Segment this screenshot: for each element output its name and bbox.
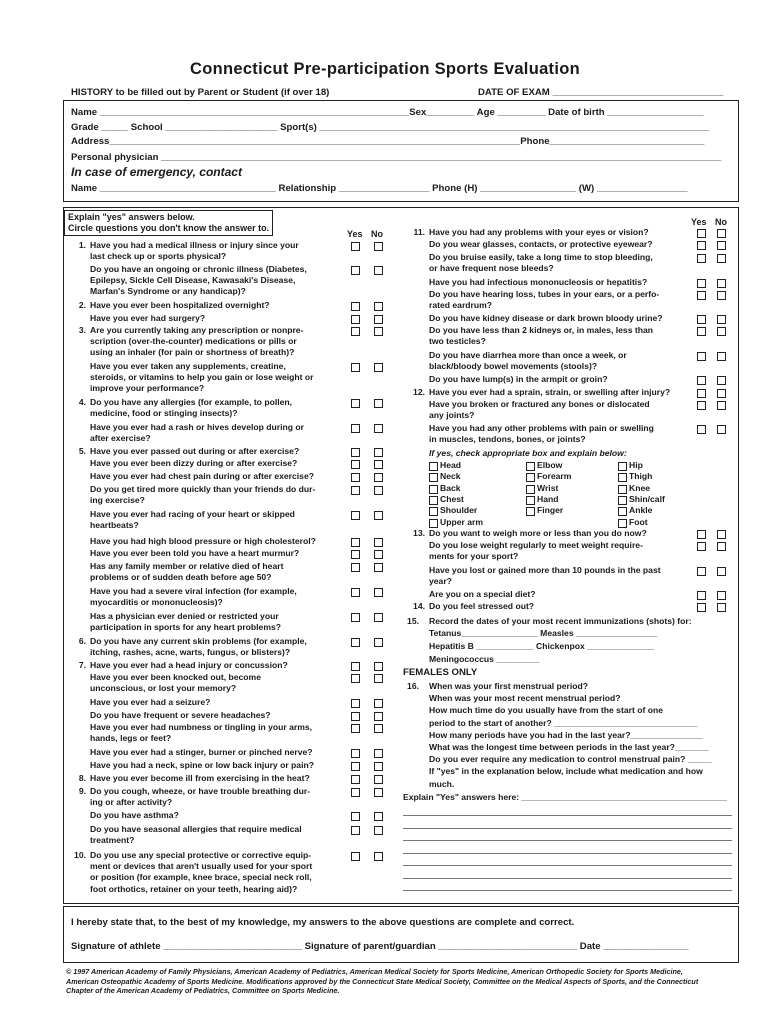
body-part-label: Upper arm <box>440 516 483 527</box>
question-text: Have you ever been hospitalized overnight? <box>90 300 270 310</box>
menstrual-question-line: What was the longest time between periods in the last year?_______ <box>429 742 709 752</box>
left-q-no-checkbox[interactable] <box>374 613 383 622</box>
question-text: Do you cough, wheeze, or have trouble breathing dur- ing or after activity? <box>90 786 311 808</box>
question-number: 12. <box>413 387 425 397</box>
left-q-yes-checkbox[interactable] <box>351 712 360 721</box>
left-q-no-checkbox[interactable] <box>374 266 383 275</box>
question-text: Have you had infectious mononucleosis or hepatitis? <box>429 277 648 287</box>
right-q2-yes-checkbox[interactable] <box>697 530 706 539</box>
right-q-no-checkbox[interactable] <box>717 425 726 434</box>
left-q-yes-checkbox[interactable] <box>351 762 360 771</box>
explain-blank-line[interactable] <box>403 865 732 866</box>
body-part-label: Wrist <box>537 482 559 493</box>
right-q-no-checkbox[interactable] <box>717 327 726 336</box>
left-q-no-checkbox[interactable] <box>374 812 383 821</box>
body-part-checkbox[interactable] <box>429 519 438 528</box>
left-q-yes-checkbox[interactable] <box>351 473 360 482</box>
left-q-yes-checkbox[interactable] <box>351 302 360 311</box>
no-header-left: No <box>371 229 383 239</box>
body-part-checkbox[interactable] <box>526 473 535 482</box>
right-q-yes-checkbox[interactable] <box>697 229 706 238</box>
body-part-checkbox[interactable] <box>429 473 438 482</box>
body-part-label: Foot <box>629 516 648 527</box>
right-q-yes-checkbox[interactable] <box>697 327 706 336</box>
question-number: 4. <box>78 397 86 407</box>
menstrual-question-line: When was your first menstrual period? <box>429 681 589 691</box>
name-sex-age-dob-line[interactable]: Name __________________________________________________________Sex_________ Age _________ Date of birth __________________ <box>71 107 704 118</box>
left-q-yes-checkbox[interactable] <box>351 563 360 572</box>
question-text: Have you had a neck, spine or low back injury or pain? <box>90 760 314 770</box>
explain-blank-line[interactable] <box>403 853 732 854</box>
body-part-checkbox[interactable] <box>429 507 438 516</box>
menstrual-question-line: How much time do you usually have from the start of one <box>429 705 663 716</box>
left-q-no-checkbox[interactable] <box>374 699 383 708</box>
question-number: 14. <box>413 601 425 611</box>
right-q-yes-checkbox[interactable] <box>697 401 706 410</box>
body-part-label: Shoulder <box>440 505 478 516</box>
right-q2-no-checkbox[interactable] <box>717 567 726 576</box>
page-title: Connecticut Pre-participation Sports Evaluation <box>190 60 580 78</box>
body-part-label: Forearm <box>537 471 572 482</box>
question-text: Do you wear glasses, contacts, or protective eyewear? <box>429 239 653 249</box>
right-q-no-checkbox[interactable] <box>717 279 726 288</box>
right-q-yes-checkbox[interactable] <box>697 389 706 398</box>
date-of-exam-field[interactable]: DATE OF EXAM ________________________________ <box>478 87 724 98</box>
question-text: Do you have frequent or severe headaches? <box>90 710 271 720</box>
left-q-yes-checkbox[interactable] <box>351 399 360 408</box>
body-part-checkbox[interactable] <box>526 507 535 516</box>
question-text: Have you ever been dizzy during or after exercise? <box>90 458 298 468</box>
left-q-yes-checkbox[interactable] <box>351 638 360 647</box>
left-q-yes-checkbox[interactable] <box>351 363 360 372</box>
body-part-checkbox[interactable] <box>429 462 438 471</box>
question-text: Do you bruise easily, take a long time to stop bleeding, or have frequent nose bleeds? <box>429 252 653 274</box>
question-number: 8. <box>78 773 86 783</box>
left-q-no-checkbox[interactable] <box>374 788 383 797</box>
right-q-no-checkbox[interactable] <box>717 291 726 300</box>
left-q-yes-checkbox[interactable] <box>351 266 360 275</box>
left-q-no-checkbox[interactable] <box>374 563 383 572</box>
personal-physician-line[interactable]: Personal physician _________________________________________________________________________________________________________ <box>71 152 722 163</box>
body-part-checkbox[interactable] <box>429 496 438 505</box>
body-part-label: Hand <box>537 493 559 504</box>
left-q-no-checkbox[interactable] <box>374 749 383 758</box>
body-part-checkbox[interactable] <box>526 496 535 505</box>
right-q2-no-checkbox[interactable] <box>717 530 726 539</box>
right-q2-yes-checkbox[interactable] <box>697 567 706 576</box>
no-header-right: No <box>715 217 727 227</box>
left-q-no-checkbox[interactable] <box>374 473 383 482</box>
question-text: Do you have asthma? <box>90 810 179 820</box>
left-q-yes-checkbox[interactable] <box>351 511 360 520</box>
body-part-label: Chest <box>440 493 464 504</box>
menstrual-question-line: period to the start of another? ______________________________ <box>429 717 698 728</box>
left-q-no-checkbox[interactable] <box>374 550 383 559</box>
left-q-yes-checkbox[interactable] <box>351 749 360 758</box>
body-part-checkbox[interactable] <box>618 485 627 494</box>
body-part-checkbox[interactable] <box>618 496 627 505</box>
explain-blank-line[interactable] <box>403 815 732 816</box>
left-q-no-checkbox[interactable] <box>374 662 383 671</box>
left-q-no-checkbox[interactable] <box>374 724 383 733</box>
body-part-label: Hip <box>629 460 643 470</box>
right-q-yes-checkbox[interactable] <box>697 279 706 288</box>
question-text: Have you ever taken any supplements, creatine, steroids, or vitamins to help you gain or lose weight or improve your performance? <box>90 361 314 394</box>
right-q2-yes-checkbox[interactable] <box>697 591 706 600</box>
check-body-part-label: If yes, check appropriate box and explain below: <box>429 448 627 458</box>
question-text: Have you broken or fractured any bones or dislocated any joints? <box>429 399 650 421</box>
immunization-line-3[interactable]: Meningococcus _________ <box>429 654 540 664</box>
question-text: Have you ever become ill from exercising in the heat? <box>90 773 310 783</box>
question-text: Do you have any allergies (for example, to pollen, medicine, food or stinging insects)? <box>90 397 293 419</box>
question-text: Have you ever had a seizure? <box>90 697 211 707</box>
question-text: Have you ever had chest pain during or after exercise? <box>90 471 314 481</box>
left-q-no-checkbox[interactable] <box>374 588 383 597</box>
left-q-yes-checkbox[interactable] <box>351 588 360 597</box>
question-text: Do you have hearing loss, tubes in your ears, or a perfo- rated eardrum? <box>429 289 660 311</box>
left-q-no-checkbox[interactable] <box>374 424 383 433</box>
females-only-heading: FEMALES ONLY <box>403 667 478 678</box>
copyright-footer: © 1997 American Academy of Family Physicians, American Academy of Pediatrics, American Medical Society for Sports Medicine, American Orthopedic Society for Sports Medicine, American Osteopathic Academy of Sports Medicine. Modifications approved by the Connecticut State Medical Society, Committee on the Medical Aspects of Sports, and the Connecticut Chapter of the American Academy of Pediatrics, Committee on Sports Medicine. <box>66 967 699 996</box>
question-number: 13. <box>413 528 425 538</box>
left-q-yes-checkbox[interactable] <box>351 315 360 324</box>
left-q-no-checkbox[interactable] <box>374 327 383 336</box>
left-q-yes-checkbox[interactable] <box>351 550 360 559</box>
body-part-label: Neck <box>440 471 461 482</box>
left-q-no-checkbox[interactable] <box>374 242 383 251</box>
right-q-no-checkbox[interactable] <box>717 241 726 250</box>
question-text: Do you want to weigh more or less than you do now? <box>429 528 647 538</box>
question-number: 3. <box>78 325 86 335</box>
left-q-yes-checkbox[interactable] <box>351 424 360 433</box>
yes-header-left: Yes <box>347 229 363 239</box>
left-q-no-checkbox[interactable] <box>374 826 383 835</box>
explain-blank-line[interactable] <box>403 890 732 891</box>
right-q-yes-checkbox[interactable] <box>697 241 706 250</box>
right-q-no-checkbox[interactable] <box>717 389 726 398</box>
signature-box <box>63 906 739 963</box>
right-q2-yes-checkbox[interactable] <box>697 603 706 612</box>
left-q-no-checkbox[interactable] <box>374 538 383 547</box>
body-part-label: Thigh <box>629 471 653 482</box>
left-q-no-checkbox[interactable] <box>374 775 383 784</box>
question-text: Do you have less than 2 kidneys or, in males, less than two testicles? <box>429 325 653 347</box>
explain-blank-line[interactable] <box>403 840 732 841</box>
right-q2-yes-checkbox[interactable] <box>697 542 706 551</box>
body-part-checkbox[interactable] <box>618 519 627 528</box>
left-q-yes-checkbox[interactable] <box>351 486 360 495</box>
question-text: Have you had high blood pressure or high cholesterol? <box>90 536 316 546</box>
question-text: Have you had a severe viral infection (for example, myocarditis or mononucleosis)? <box>90 586 297 608</box>
question-text: Do you use any special protective or corrective equip- ment or devices that aren't usually used for your sport or position (for example, knee brace, special neck roll, foot orthotics, retainer on your teeth, hearing aid)? <box>90 850 313 894</box>
question-number: 11. <box>413 227 425 237</box>
body-part-checkbox[interactable] <box>429 485 438 494</box>
right-q-yes-checkbox[interactable] <box>697 254 706 263</box>
instructions-box: Explain "yes" answers below. Circle questions you don't know the answer to. <box>64 210 273 236</box>
body-part-label: Head <box>440 460 462 470</box>
address-phone-line[interactable]: Address_____________________________________________________________________________Phone_____________________________ <box>71 136 705 147</box>
question-text: Do you have seasonal allergies that require medical treatment? <box>90 824 302 846</box>
right-q2-no-checkbox[interactable] <box>717 591 726 600</box>
left-q-no-checkbox[interactable] <box>374 674 383 683</box>
question-text: Have you ever passed out during or after exercise? <box>90 446 300 456</box>
left-q-no-checkbox[interactable] <box>374 638 383 647</box>
statement: I hereby state that, to the best of my knowledge, my answers to the above questions are complete and correct. <box>71 917 575 928</box>
left-q-yes-checkbox[interactable] <box>351 812 360 821</box>
question-number: 2. <box>78 300 86 310</box>
question-text: Have you ever had a rash or hives develop during or after exercise? <box>90 422 304 444</box>
question-text: Have you lost or gained more than 10 pounds in the past year? <box>429 565 661 587</box>
menstrual-question-line: When was your most recent menstrual period? <box>429 693 621 704</box>
left-q-yes-checkbox[interactable] <box>351 724 360 733</box>
signature-line[interactable]: Signature of athlete __________________________ Signature of parent/guardian __________________________ Date ________________ <box>71 941 689 952</box>
question-text: Have you had any problems with your eyes or vision? <box>429 227 649 237</box>
question-text: Do you have lump(s) in the armpit or groin? <box>429 374 608 384</box>
left-q-no-checkbox[interactable] <box>374 486 383 495</box>
left-q-yes-checkbox[interactable] <box>351 699 360 708</box>
right-q2-no-checkbox[interactable] <box>717 542 726 551</box>
question-text: Do you get tired more quickly than your friends do dur- ing exercise? <box>90 484 316 506</box>
question-text: Do you feel stressed out? <box>429 601 535 611</box>
question-number: 6. <box>78 636 86 646</box>
left-q-yes-checkbox[interactable] <box>351 613 360 622</box>
left-q-no-checkbox[interactable] <box>374 302 383 311</box>
left-q-no-checkbox[interactable] <box>374 399 383 408</box>
right-q-yes-checkbox[interactable] <box>697 291 706 300</box>
body-part-checkbox[interactable] <box>526 462 535 471</box>
body-part-label: Ankle <box>629 505 653 516</box>
right-q-no-checkbox[interactable] <box>717 254 726 263</box>
left-q-yes-checkbox[interactable] <box>351 852 360 861</box>
body-part-label: Knee <box>629 482 651 493</box>
body-part-checkbox[interactable] <box>618 462 627 471</box>
menstrual-question-line: How many periods have you had in the last year?_______________ <box>429 729 703 740</box>
left-q-no-checkbox[interactable] <box>374 511 383 520</box>
body-part-label: Elbow <box>537 460 563 470</box>
question-text: Have you ever had numbness or tingling in your arms, hands, legs or feet? <box>90 722 313 744</box>
question-text: Do you have any current skin problems (for example, itching, rashes, acne, warts, fungus, or blisters)? <box>90 636 307 658</box>
left-q-yes-checkbox[interactable] <box>351 788 360 797</box>
right-q-yes-checkbox[interactable] <box>697 376 706 385</box>
emergency-contact-heading: In case of emergency, contact <box>71 165 242 179</box>
left-q-no-checkbox[interactable] <box>374 852 383 861</box>
question-number: 7. <box>78 660 86 670</box>
left-q-yes-checkbox[interactable] <box>351 327 360 336</box>
left-q-no-checkbox[interactable] <box>374 712 383 721</box>
grade-school-sport-line[interactable]: Grade _____ School _____________________ Sport(s) _________________________________________________________________________ <box>71 122 710 133</box>
question-text: Have you had a medical illness or injury since your last check up or sports physical? <box>90 240 299 262</box>
emergency-contact-line[interactable]: Name _________________________________ Relationship _________________ Phone (H) __________________ (W) _________________ <box>71 183 688 194</box>
menstrual-question-line: Do you ever require any medication to control menstrual pain? _____ <box>429 754 712 765</box>
question-text: Has any family member or relative died of heart problems or of sudden death before age 50? <box>90 561 284 583</box>
right-q-yes-checkbox[interactable] <box>697 425 706 434</box>
left-q-yes-checkbox[interactable] <box>351 448 360 457</box>
menstrual-question-line: much. <box>429 778 455 789</box>
body-part-label: Back <box>440 482 461 493</box>
question-number: 10. <box>74 850 86 860</box>
body-part-label: Finger <box>537 505 564 516</box>
body-part-checkbox[interactable] <box>526 485 535 494</box>
question-text: Have you ever had a sprain, strain, or swelling after injury? <box>429 387 671 397</box>
right-q2-no-checkbox[interactable] <box>717 603 726 612</box>
history-label: HISTORY to be filled out by Parent or Student (if over 18) <box>71 87 330 98</box>
left-q-no-checkbox[interactable] <box>374 315 383 324</box>
left-q-yes-checkbox[interactable] <box>351 674 360 683</box>
left-q-yes-checkbox[interactable] <box>351 775 360 784</box>
left-q-no-checkbox[interactable] <box>374 460 383 469</box>
immunization-line-2[interactable]: Hepatitis B ____________ Chickenpox ______________ <box>429 641 655 651</box>
yes-header-right: Yes <box>691 217 707 227</box>
right-q-no-checkbox[interactable] <box>717 376 726 385</box>
left-q-yes-checkbox[interactable] <box>351 826 360 835</box>
question-text: Have you ever had a head injury or concussion? <box>90 660 288 670</box>
left-q-yes-checkbox[interactable] <box>351 460 360 469</box>
left-q-yes-checkbox[interactable] <box>351 662 360 671</box>
question-text: Have you ever had a stinger, burner or pinched nerve? <box>90 747 313 757</box>
question-text: Are you on a special diet? <box>429 589 536 599</box>
left-q-no-checkbox[interactable] <box>374 363 383 372</box>
left-q-yes-checkbox[interactable] <box>351 242 360 251</box>
right-q-no-checkbox[interactable] <box>717 229 726 238</box>
question-number: 5. <box>78 446 86 456</box>
explain-blank-line[interactable] <box>403 878 732 879</box>
menstrual-question-line: If "yes" in the explanation below, include what medication and how <box>429 766 703 777</box>
body-part-label: Shin/calf <box>629 493 665 504</box>
question-text: Have you ever been told you have a heart murmur? <box>90 548 300 558</box>
right-q-no-checkbox[interactable] <box>717 315 726 324</box>
question-text: Have you had any other problems with pain or swelling in muscles, tendons, bones, or joints? <box>429 423 654 445</box>
right-q-yes-checkbox[interactable] <box>697 315 706 324</box>
question-text: Do you have an ongoing or chronic illness (Diabetes, Epilepsy, Sickle Cell Disease, Kawasaki's Disease, Marfan's Syndrome or any handicap)? <box>90 264 307 297</box>
question-number: 1. <box>78 240 86 250</box>
body-part-checkbox[interactable] <box>618 473 627 482</box>
question-text: Do you lose weight regularly to meet weight require- ments for your sport? <box>429 540 643 562</box>
immunization-line-1[interactable]: Tetanus________________ Measles _________________ <box>429 628 658 638</box>
left-q-no-checkbox[interactable] <box>374 762 383 771</box>
question-text: Have you ever had racing of your heart or skipped heartbeats? <box>90 509 295 531</box>
question-number: 9. <box>78 786 86 796</box>
question-text: Do you have kidney disease or dark brown bloody urine? <box>429 313 663 323</box>
question-text: Have you ever had surgery? <box>90 313 206 323</box>
question-text: Have you ever been knocked out, become unconscious, or lost your memory? <box>90 672 261 694</box>
explain-blank-line[interactable] <box>403 828 732 829</box>
explain-yes-line[interactable]: Explain "Yes" answers here: ___________________________________________ <box>403 792 728 802</box>
left-q-yes-checkbox[interactable] <box>351 538 360 547</box>
right-q-yes-checkbox[interactable] <box>697 352 706 361</box>
question-text: Has a physician ever denied or restricted your participation in sports for any heart problems? <box>90 611 282 633</box>
right-q-no-checkbox[interactable] <box>717 352 726 361</box>
question-text: Do you have diarrhea more than once a week, or black/bloody bowel movements (stools)? <box>429 350 627 372</box>
question-text: Are you currently taking any prescription or nonpre- scription (over-the-counter) medications or pills or using an inhaler (for pain or shortness of breath)? <box>90 325 304 358</box>
left-q-no-checkbox[interactable] <box>374 448 383 457</box>
right-q-no-checkbox[interactable] <box>717 401 726 410</box>
body-part-checkbox[interactable] <box>618 507 627 516</box>
